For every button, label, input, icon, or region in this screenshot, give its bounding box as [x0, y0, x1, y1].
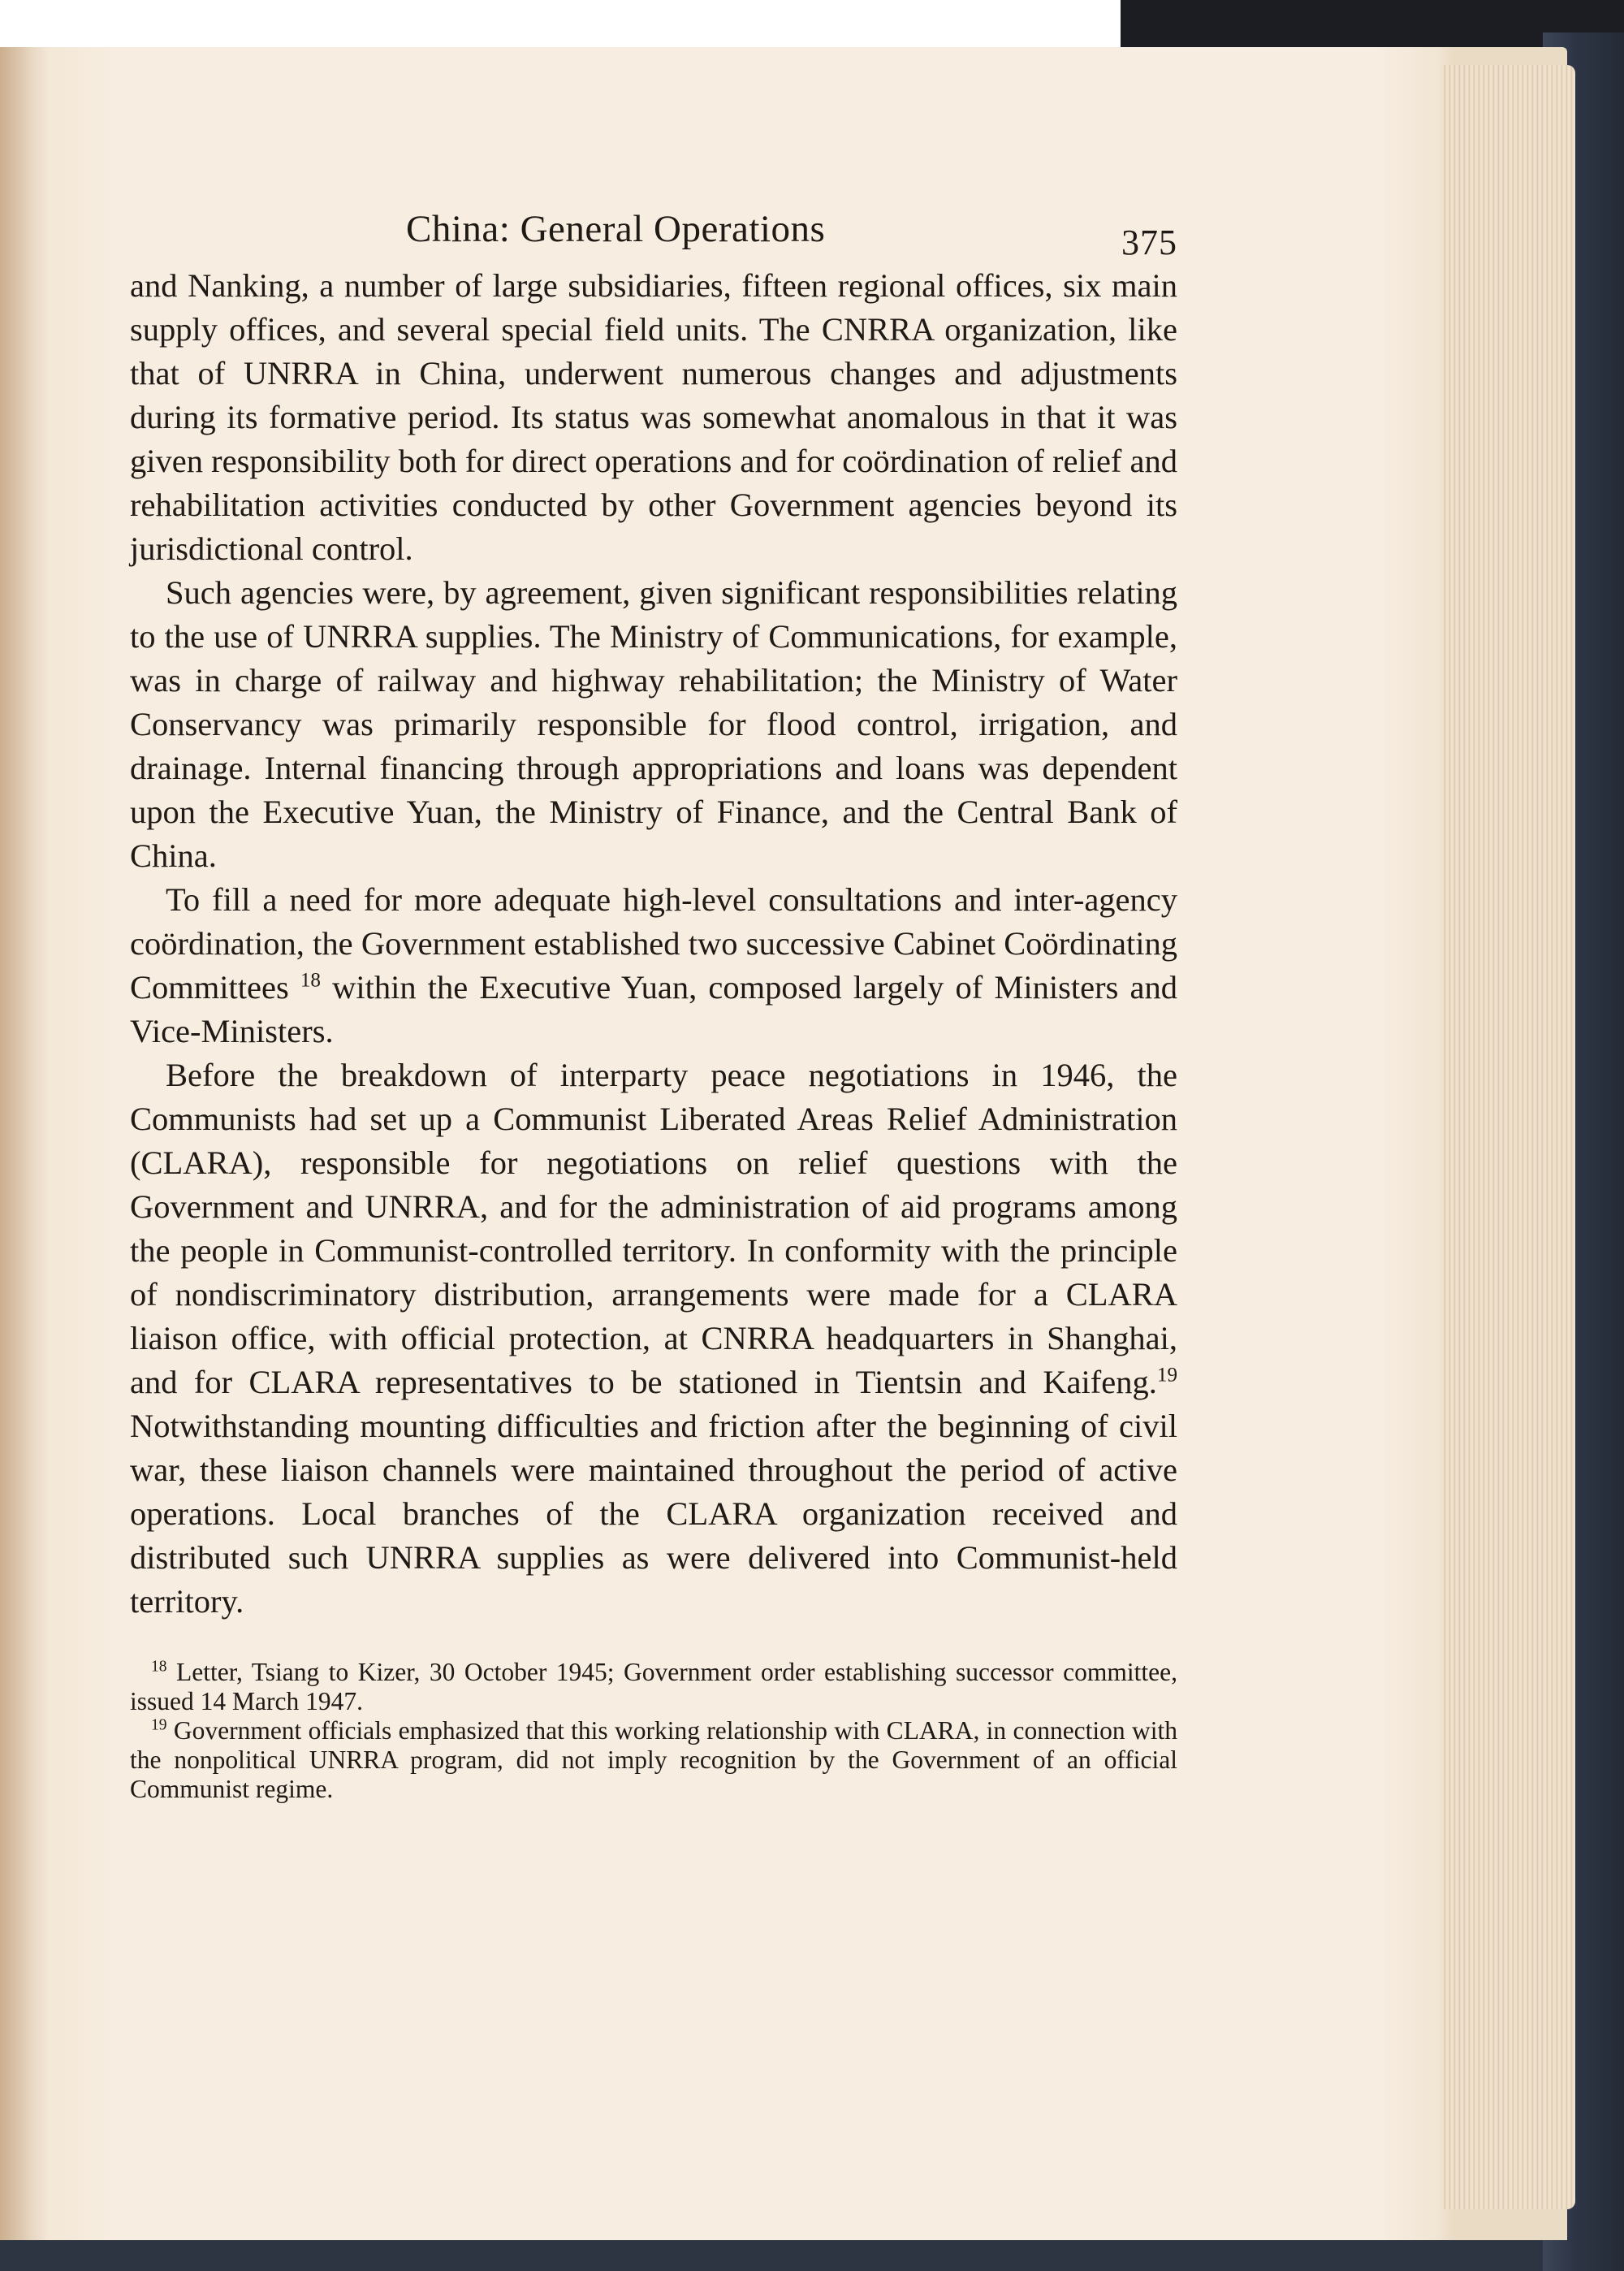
- page-text: [130, 207, 1177, 1804]
- paragraph-text: To fill a need for more adequate high-level consultations and inter-agency coördination, the Government established two successive Cabinet Coördinating Committees: [130, 881, 1177, 1006]
- paragraph-text: Notwithstanding mounting difficulties and friction after the beginning of civil war, these liaison channels were maintained throughout the period of active operations. Local branches of the CLARA organization received and distributed such UNRRA supplies as were delivered into Communist-held territory.: [130, 1408, 1177, 1620]
- gutter-shadow: [0, 47, 49, 2240]
- paragraph: and Nanking, a number of large subsidiaries, fifteen regional offices, six main supply offices, and several special field units. The CNRRA organization, like that of UNRRA in China, underwent numerous changes and adjustments during its formative period. Its status was somewhat anomalous in that it was given responsibility both for direct operations and for coördination of relief and rehabilitation activities conducted by other Government agencies beyond its jurisdictional control.: [130, 267, 1178, 567]
- footnote-reference: 18: [300, 969, 321, 992]
- footnote: [130, 1716, 1177, 1804]
- page-number: 375: [1121, 223, 1177, 262]
- page-stack-edges: [1441, 65, 1575, 2209]
- paragraph: [130, 1053, 1177, 1624]
- paragraph-text: within the Executive Yuan, composed largely of Ministers and Vice-Ministers.: [130, 969, 1177, 1049]
- page-title: China: General Operations: [406, 208, 826, 250]
- footnote: [130, 1658, 1177, 1716]
- paragraph-text: Before the breakdown of interparty peace negotiations in 1946, the Communists had set up a Communist Liberated Areas Relief Administration (CLARA), responsible for negotiations on relief questions with the Government and UNRRA, and for the administration of aid programs among the people in Communist-controlled territory. In conformity with the principle of nondiscriminatory distribution, arrangements were made for a CLARA liaison office, with official protection, at CNRRA headquarters in Shanghai, and for CLARA representatives to be stationed in Tientsin and Kaifeng.: [130, 1057, 1177, 1400]
- footnote-reference: 19: [1156, 1364, 1177, 1386]
- footnote-text: Letter, Tsiang to Kizer, 30 October 1945; Government order establishing successor committee, issued 14 March 1947.: [130, 1658, 1177, 1715]
- footnote-number: 18: [151, 1658, 167, 1676]
- paragraph: Such agencies were, by agreement, given significant responsibilities relating to the use of UNRRA supplies. The Ministry of Communications, for example, was in charge of railway and highway rehabilitation; the Ministry of Water Conservancy was primarily responsible for flood control, irrigation, and drainage. Internal financing through appropriations and loans was dependent upon the Executive Yuan, the Ministry of Finance, and the Central Bank of China.: [130, 574, 1177, 874]
- paragraph: [130, 878, 1177, 1053]
- running-head: [130, 207, 1177, 264]
- footnotes: [130, 1658, 1177, 1804]
- footnote-text: Government officials emphasized that this working relationship with CLARA, in connection with the nonpolitical UNRRA program, did not imply recognition by the Government of an official Communist regime.: [130, 1716, 1177, 1803]
- background-top: [0, 0, 1121, 49]
- footnote-number: 19: [151, 1716, 167, 1734]
